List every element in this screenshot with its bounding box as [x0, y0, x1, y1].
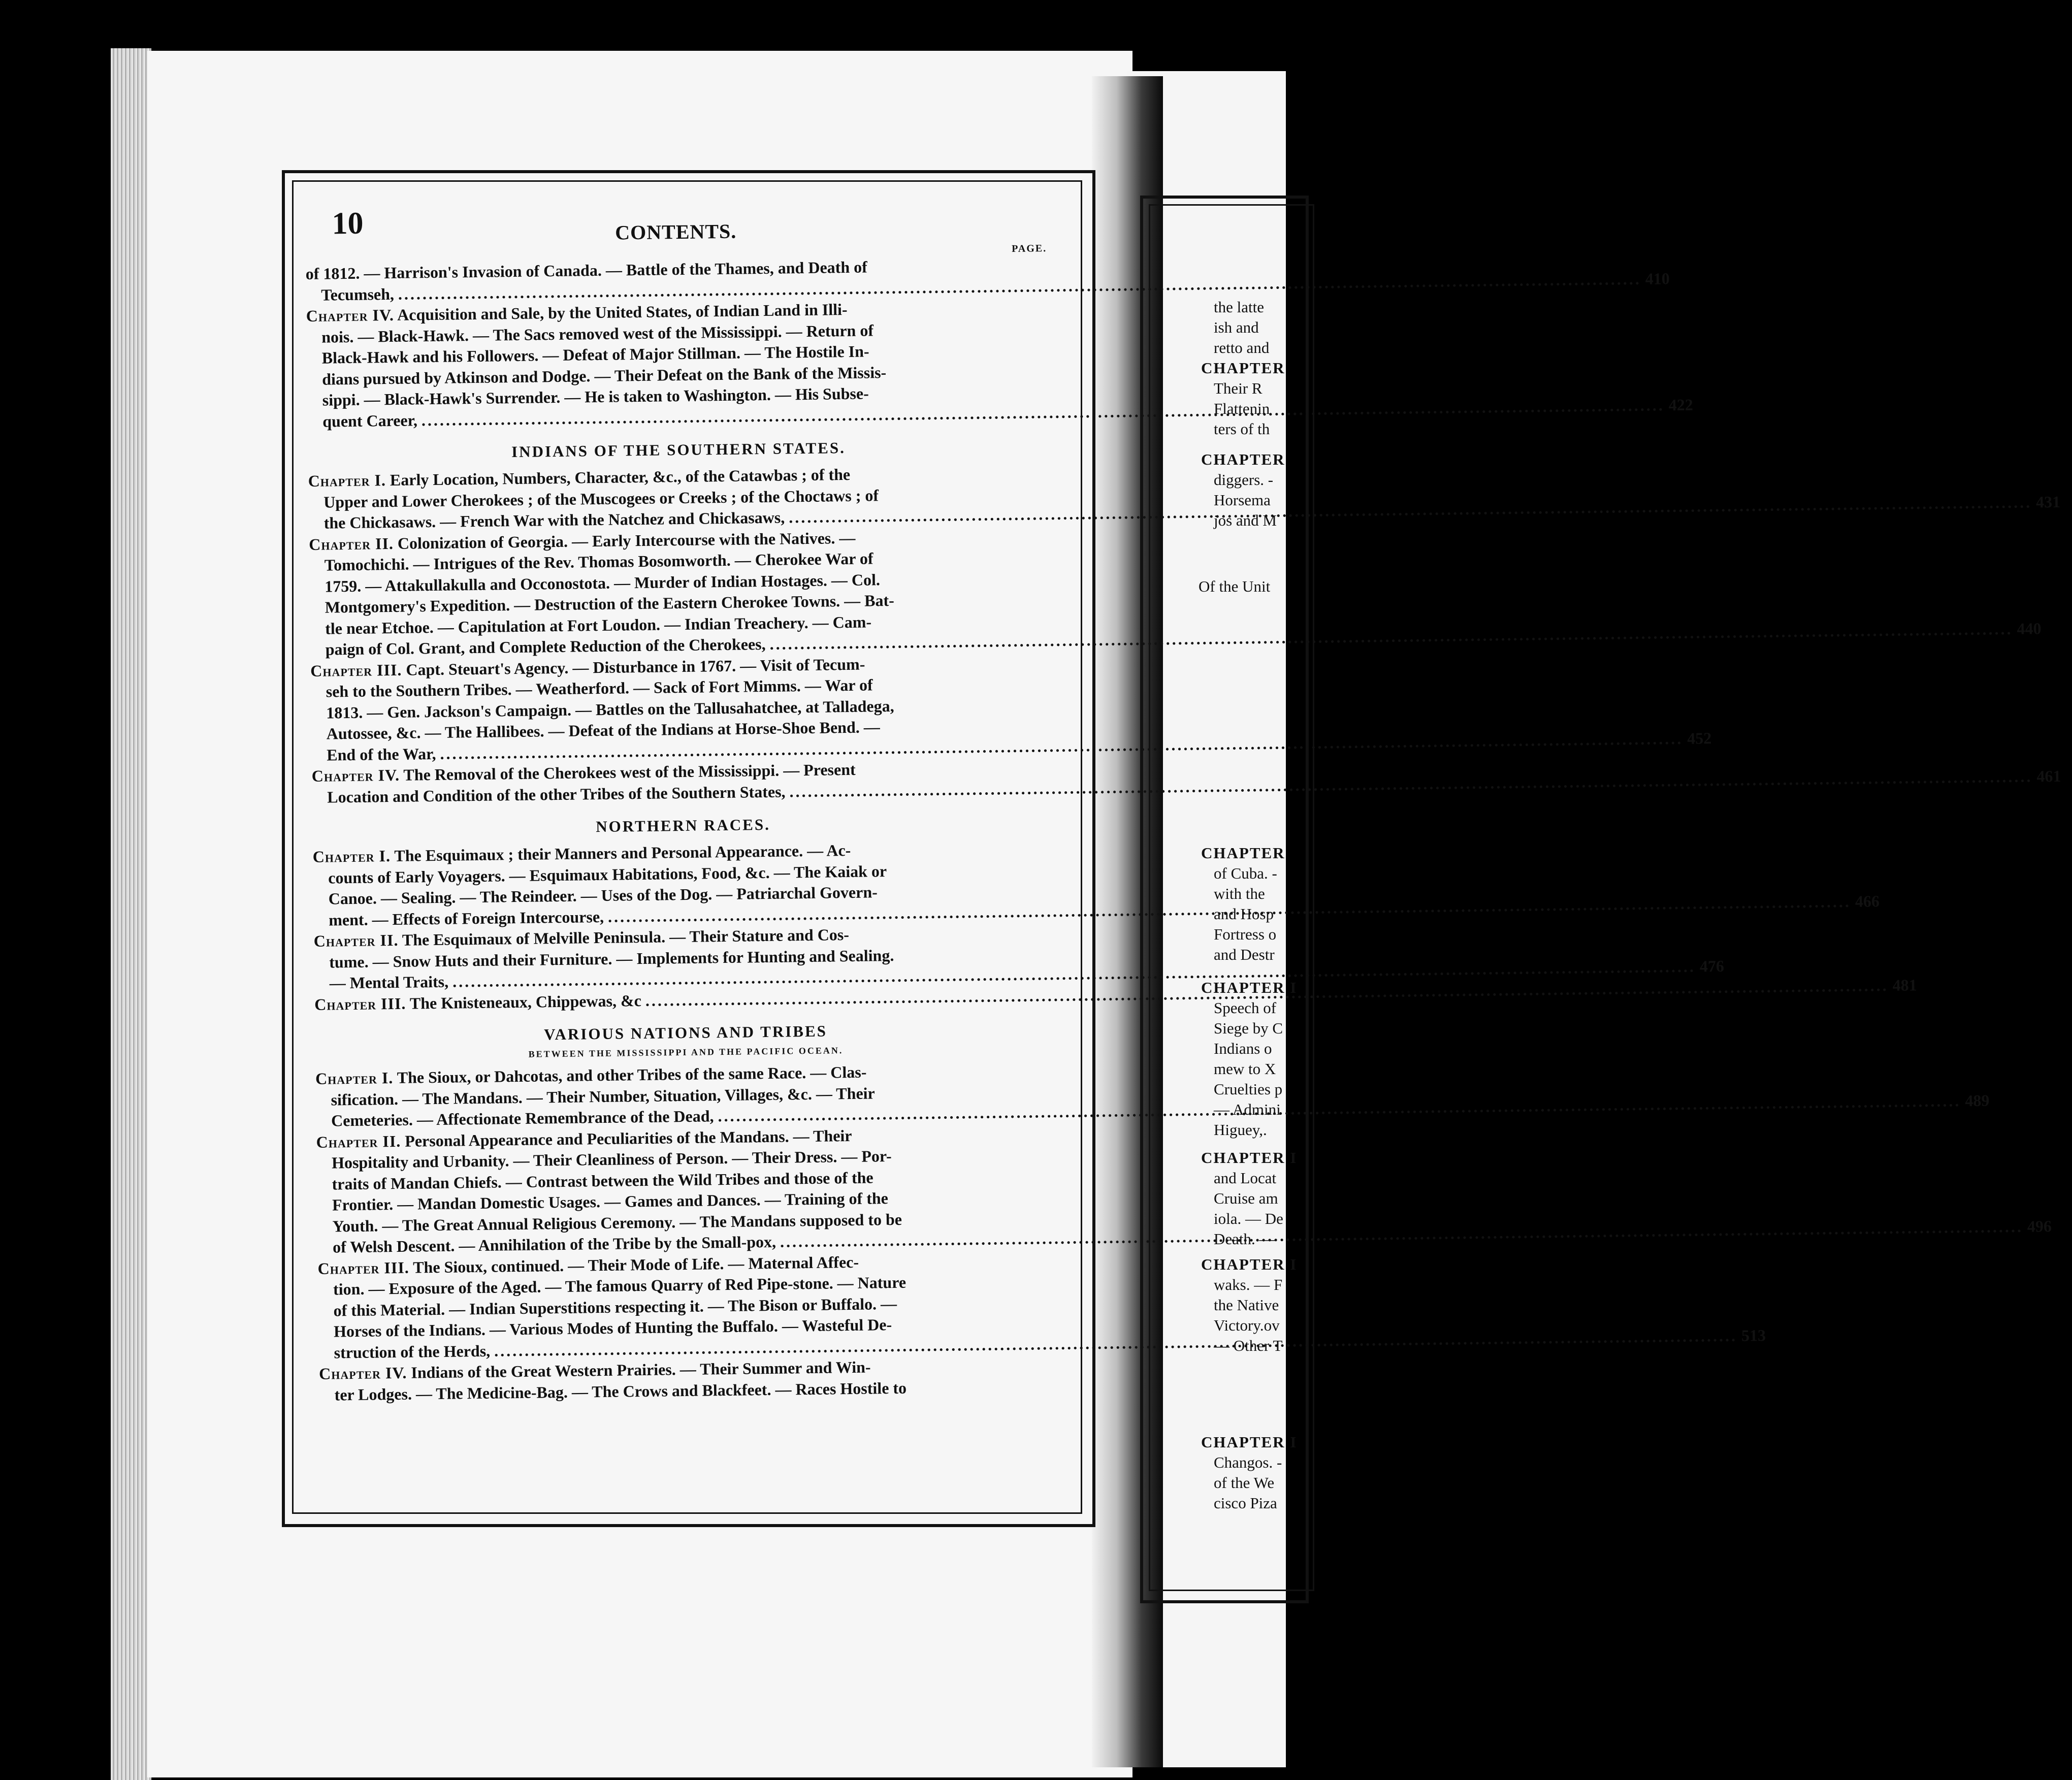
entry-text: tume. — Snow Huts and their Furniture. — Implements for Hunting and Sealing. — [329, 946, 894, 972]
entry-text — [334, 1340, 490, 1363]
right-page-text-fragment: with the — [1214, 885, 1265, 902]
page-reference: 440 — [2017, 619, 2042, 638]
entry-text: of 1812. — Harrison's Invasion of Canada. — Battle of the Thames, and Death of — [305, 257, 867, 283]
entry-text: dians pursued by Atkinson and Dodge. — Their Defeat on the Bank of the Missis- — [322, 363, 887, 389]
right-page-text-fragment: Siege by C — [1214, 1019, 1283, 1037]
entry-text: Personal Appearance and Peculiarities of the Mandans. — Their — [405, 1126, 852, 1150]
right-page-text-fragment: Cruise am — [1214, 1189, 1278, 1207]
chapter-heading: Chapter IV. — [318, 1363, 407, 1383]
entry-text: tion. — Exposure of the Aged. — The famous Quarry of Red Pipe-stone. — Nature — [333, 1273, 906, 1299]
entry-text — [330, 972, 449, 994]
right-page-text-fragment: diggers. - — [1214, 471, 1274, 489]
entry-text: seh to the Southern Tribes. — Weatherford. — Sack of Fort Mimms. — War of — [326, 675, 873, 701]
page-reference: 481 — [1892, 975, 1917, 994]
entry-text — [314, 990, 641, 1015]
toc-entry — [311, 757, 2061, 808]
chapter-heading: Chapter I. — [315, 1069, 394, 1088]
entry-text: The Removal of the Cherokees west of the Mississippi. — Present — [403, 760, 856, 784]
section-title: NORTHERN RACES. — [596, 815, 771, 836]
right-page-text-fragment: the Native — [1214, 1296, 1279, 1314]
page-reference: 489 — [1965, 1091, 1990, 1110]
entry-text-end: The Knisteneaux, Chippewas, &c — [409, 991, 642, 1013]
right-page-text-fragment: jos and M — [1214, 511, 1277, 529]
chapter-heading: Chapter I. — [308, 471, 386, 490]
chapter-heading: Chapter III. — [317, 1258, 409, 1278]
right-page-text-fragment: Their R — [1214, 379, 1262, 397]
entry-text: The Sioux, or Dahcotas, and other Tribes of the same Race. — Clas- — [397, 1062, 867, 1087]
right-page-text-fragment: CHAPTER I — [1201, 1149, 1298, 1167]
page-header — [305, 194, 1047, 249]
entry-text: Indians of the Great Western Prairies. — Their Summer and Win- — [411, 1357, 871, 1382]
page-reference: 431 — [2035, 492, 2061, 511]
right-page-text-fragment: of the We — [1214, 1474, 1275, 1492]
entry-text-end: of Welsh Descent. — Annihilation of the Tribe by the Small-pox, — [332, 1232, 776, 1256]
page-edges — [111, 48, 151, 1780]
entry-text: Colonization of Georgia. — Early Intercourse with the Natives. — — [397, 528, 856, 553]
right-page-text-fragment: — Other T — [1214, 1337, 1283, 1354]
right-page-text-fragment: CHAPTER — [1201, 844, 1285, 862]
chapter-heading: Chapter III. — [310, 660, 402, 680]
entry-text: Capt. Steuart's Agency. — Disturbance in 1767. — Visit of Tecum- — [406, 655, 865, 679]
entry-text-end: quent Career, — [322, 410, 418, 431]
page-reference: 466 — [1855, 891, 1880, 911]
entry-text-end: the Chickasaws. — French War with the Natchez and Chickasaws, — [323, 508, 785, 532]
right-page-text-fragment: CHAPTER — [1201, 359, 1285, 377]
page-reference: 496 — [2027, 1217, 2052, 1236]
right-page-text-fragment: ters of th — [1214, 420, 1270, 438]
page-reference: 410 — [1645, 269, 1670, 288]
chapter-heading: Chapter II. — [308, 534, 394, 554]
chapter-heading: Chapter III. — [314, 994, 406, 1014]
right-page-text-fragment: Speech of — [1214, 999, 1277, 1017]
entry-text-end: Location and Condition of the other Tribes of the Southern States, — [327, 782, 786, 806]
right-page-text-fragment: Changos. - — [1214, 1453, 1282, 1471]
right-page-text-fragment: CHAPTER — [1201, 450, 1285, 468]
entry-text: Youth. — The Great Annual Religious Ceremony. — The Mandans supposed to be — [332, 1210, 902, 1235]
entry-text: Autossee, &c. — The Hallibees. — Defeat of the Indians at Horse-Shoe Bend. — — [326, 718, 880, 743]
running-head: CONTENTS. — [614, 219, 737, 244]
right-page-text-fragment: cisco Piza — [1214, 1494, 1277, 1512]
right-page-text-fragment: Death. — — [1214, 1230, 1275, 1248]
entry-text — [327, 743, 436, 765]
right-page-text-fragment: iola. — De — [1214, 1210, 1283, 1227]
page-column-label: PAGE. — [1011, 243, 1047, 254]
right-page-text-fragment: and Hosp — [1214, 905, 1274, 923]
entry-text: Horses of the Indians. — Various Modes of Hunting the Buffalo. — Wasteful De- — [333, 1315, 892, 1341]
entry-text: counts of Early Voyagers. — Esquimaux Habitations, Food, &c. — The Kaiak or — [328, 861, 887, 887]
right-page-text-fragment: Of the Unit — [1199, 577, 1271, 595]
entry-text: 1813. — Gen. Jackson's Campaign. — Battles on the Tallusahatchee, at Talladega, — [326, 696, 894, 722]
page-reference: 476 — [1699, 956, 1725, 976]
toc-entry — [310, 652, 1712, 766]
entry-text-end: ment. — Effects of Foreign Intercourse, — [329, 907, 604, 929]
right-page-text-fragment: and Destr — [1214, 946, 1275, 963]
entry-text: Frontier. — Mandan Domestic Usages. — Games and Dances. — Training of the — [332, 1189, 889, 1214]
right-page-text-fragment: CHAPTER I — [1201, 1255, 1298, 1273]
entry-text: ter Lodges. — The Medicine-Bag. — The Crows and Blackfeet. — Races Hostile to — [334, 1378, 907, 1404]
chapter-heading: Chapter II. — [313, 930, 399, 950]
section-title: INDIANS OF THE SOUTHERN STATES. — [511, 439, 846, 461]
entry-text: Black-Hawk and his Followers. — Defeat of Major Stillman. — The Hostile In- — [321, 342, 869, 367]
page-reference: 461 — [2036, 766, 2061, 785]
entry-text — [322, 410, 417, 432]
right-page-text-fragment: Higuey,. — [1214, 1121, 1267, 1139]
entry-text: Montgomery's Expedition. — Destruction of the Eastern Cherokee Towns. — Bat- — [325, 591, 895, 617]
entry-text-end: Tecumseh, — [320, 284, 395, 304]
entry-text-end: End of the War, — [327, 744, 436, 764]
right-page-text-fragment: Horsema — [1214, 491, 1271, 509]
entry-text: The Sioux, continued. — Their Mode of Life. — Maternal Affec- — [412, 1252, 859, 1277]
entry-text: sippi. — Black-Hawk's Surrender. — He is taken to Washington. — His Subse- — [322, 384, 869, 409]
entry-text: Canoe. — Sealing. — The Reindeer. — Uses of the Dog. — Patriarchal Govern- — [328, 883, 878, 908]
entry-text: 1759. — Attakullakulla and Occonostota. — Murder of Indian Hostages. — Col. — [324, 570, 881, 596]
toc-entry — [319, 1354, 1061, 1406]
right-page-text-fragment: Cruelties p — [1214, 1080, 1283, 1098]
chapter-heading: Chapter IV. — [306, 305, 395, 325]
page-reference: 422 — [1668, 395, 1693, 414]
entry-text: nois. — Black-Hawk. — The Sacs removed west of the Mississippi. — Return of — [321, 320, 874, 346]
right-page-text-fragment: retto and — [1214, 339, 1270, 357]
entry-text: Acquisition and Sale, by the United States, of Indian Land in Illi- — [397, 300, 848, 324]
entry-text: of this Material. — Indian Superstitions respecting it. — The Bison or Buffalo. — — [333, 1294, 897, 1319]
entry-text: sification. — The Mandans. — Their Number, Situation, Villages, &c. — Their — [331, 1083, 875, 1109]
entry-text — [329, 906, 604, 930]
right-page-text-fragment: of Cuba. - — [1214, 864, 1277, 882]
right-page-text-fragment: waks. — F — [1214, 1276, 1283, 1293]
chapter-heading: Chapter II. — [316, 1131, 401, 1151]
chapter-heading: Chapter I. — [312, 847, 391, 866]
right-page-text-fragment: Victory.ov — [1214, 1316, 1280, 1334]
right-page-text-fragment: Flattenin — [1214, 400, 1270, 417]
right-page-text-fragment: the latte — [1214, 298, 1264, 316]
entry-text: Tomochichi. — Intrigues of the Rev. Thomas Bosomworth. — Cherokee War of — [324, 549, 873, 574]
entry-text: traits of Mandan Chiefs. — Contrast between the Wild Tribes and those of the — [332, 1168, 873, 1193]
entry-text: Early Location, Numbers, Character, &c., of the Catawbas ; of the — [390, 465, 851, 489]
right-page-text-fragment: Fortress o — [1214, 925, 1277, 943]
entry-text — [321, 283, 394, 305]
right-page-text-fragment: — Admini — [1214, 1101, 1281, 1118]
chapter-heading: Chapter IV. — [311, 765, 400, 785]
section-subtitle: BETWEEN THE MISSISSIPPI AND THE PACIFIC OCEAN. — [528, 1045, 844, 1059]
entry-text: Hospitality and Urbanity. — Their Cleanliness of Person. — Their Dress. — Por- — [331, 1147, 892, 1172]
entry-text: tle near Etchoe. — Capitulation at Fort Loudon. — Indian Treachery. — Cam- — [325, 612, 872, 638]
right-page-text-fragment: mew to X — [1214, 1060, 1276, 1078]
right-page-text-fragment: Indians o — [1214, 1040, 1272, 1057]
entry-text-end: paign of Col. Grant, and Complete Reduction of the Cherokees, — [325, 634, 766, 659]
entry-text: Upper and Lower Cherokees ; of the Muscogees or Creeks ; of the Choctaws ; of — [323, 486, 879, 511]
page-reference: 513 — [1741, 1325, 1766, 1345]
right-page-text-fragment: and Locat — [1214, 1169, 1277, 1187]
entry-text-end: struction of the Herds, — [334, 1341, 491, 1362]
entry-text-end: Cemeteries. — Affectionate Remembrance of the Dead, — [331, 1107, 714, 1130]
entry-text: The Esquimaux of Melville Peninsula. — Their Stature and Cos- — [402, 925, 850, 949]
entry-text-end: — Mental Traits, — [329, 972, 449, 992]
section-title: VARIOUS NATIONS AND TRIBES — [543, 1022, 828, 1044]
right-page-text-fragment: ish and — [1214, 318, 1259, 336]
page-number: 10 — [332, 206, 364, 241]
right-page-text-fragment: CHAPTER I — [1201, 1433, 1298, 1451]
entry-text: The Esquimaux ; their Manners and Personal Appearance. — Ac- — [394, 840, 851, 865]
page-reference: 452 — [1687, 728, 1712, 748]
right-page-text-fragment: CHAPTER I — [1201, 979, 1298, 996]
